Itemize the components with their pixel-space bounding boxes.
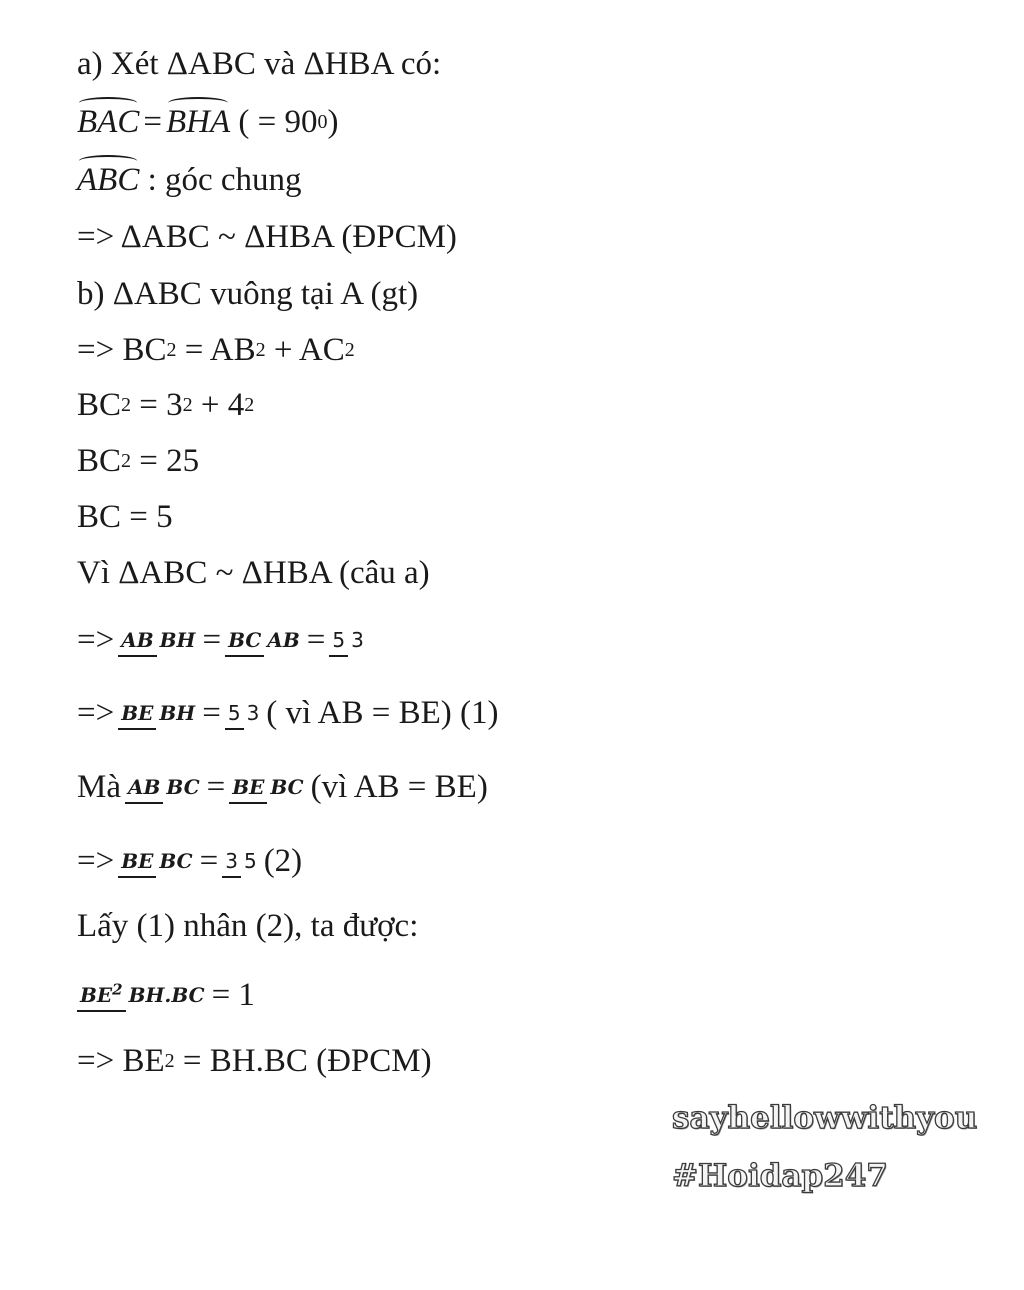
line-final-conclusion: => BE 2 = BH.BC (ĐPCM): [77, 1043, 432, 1079]
line-multiply: Lấy (1) nhân (2), ta được:: [77, 908, 419, 944]
angle-bha: BHA: [165, 104, 231, 140]
fraction-be-bh: BE BH: [118, 696, 198, 730]
fraction-5-3: 5 3: [329, 623, 366, 657]
angle-bac: BAC: [77, 104, 140, 140]
angle-abc: ABC: [77, 162, 140, 198]
line-ratio-1: => AB BH = BC AB = 5 3: [77, 610, 371, 670]
fraction-be-bc: BE BC: [118, 844, 195, 878]
fraction-5-3: 5 3: [225, 696, 262, 730]
fraction-bc-ab: BC AB: [225, 623, 303, 657]
fraction-be2-bhbc: $BE^2$ BH.BC: [77, 978, 208, 1012]
line-bc-value: BC = 5: [77, 499, 173, 535]
line-similarity-conclusion: => ΔABC ~ ΔHBA (ĐPCM): [77, 219, 457, 255]
line-angle-equality: BAC = BHA ( = 90 0 ): [77, 104, 339, 140]
line-bc-squared: BC 2 = 25: [77, 443, 200, 479]
line-part-b-intro: b) ΔABC vuông tại A (gt): [77, 276, 419, 312]
watermark-username: sayhellowwithyou: [672, 1100, 978, 1136]
fraction-be-bc: BE BC: [229, 770, 306, 804]
fraction-3-5: 3 5: [222, 844, 259, 878]
line-result-fraction: $BE^2$ BH.BC = 1: [77, 963, 255, 1027]
line-substitution: BC 2 = 3 2 + 4 2: [77, 387, 255, 423]
fraction-ab-bh: AB BH: [118, 623, 198, 657]
line-pythagoras: => BC 2 = AB 2 + AC 2: [77, 332, 355, 368]
line-common-angle: ABC : góc chung: [77, 162, 302, 198]
line-ratio-2: => BE BH = 5 3 ( vì AB = BE) (1): [77, 695, 499, 731]
line-ratio-3: Mà AB BC = BE BC (vì AB = BE): [77, 769, 488, 805]
line-part-a-intro: a) Xét ΔABC và ΔHBA có:: [77, 46, 442, 82]
line-since-similar: Vì ΔABC ~ ΔHBA (câu a): [77, 555, 430, 591]
line-ratio-4: => BE BC = 3 5 (2): [77, 843, 303, 879]
fraction-ab-bc: AB BC: [125, 770, 203, 804]
watermark-hashtag: #Hoidap247: [672, 1158, 888, 1194]
